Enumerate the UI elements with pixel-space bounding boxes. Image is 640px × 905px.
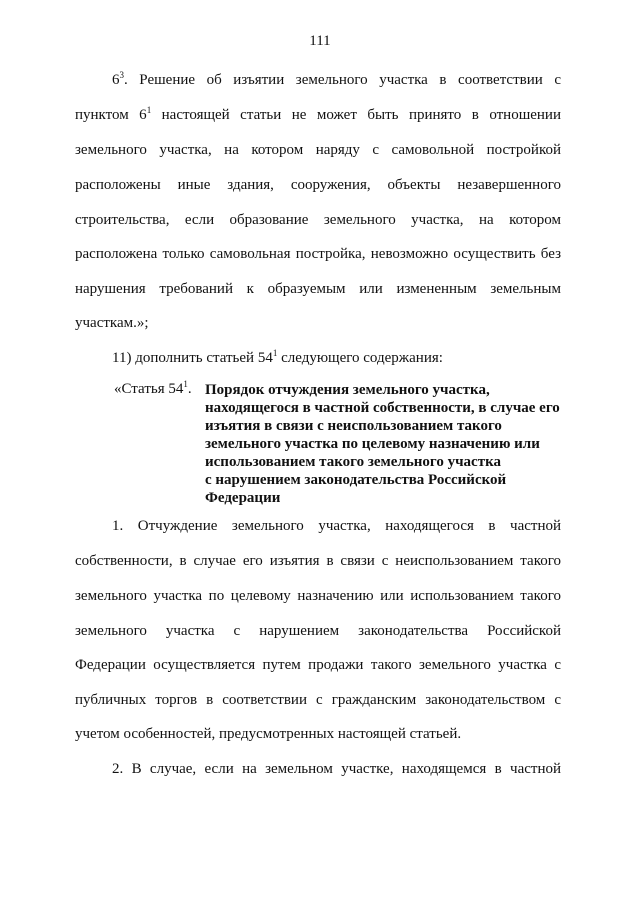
para-6-3-text-1: . Решение об изъятии земельного участка в соответствии с [124, 72, 561, 88]
para-1-line-7: учетом особенностей, предусмотренных настоящей статьей. [75, 726, 462, 742]
para-1-line-3: земельного участка по целевому назначению или использованием такого [75, 588, 561, 604]
article-label-sup: 1 [183, 379, 188, 389]
para-1-line-6: публичных торгов в соответствии с гражданским законодательством с [75, 692, 561, 708]
para-1-line-2: собственности, в случае его изъятия в связи с неиспользованием такого [75, 553, 561, 569]
para-6-3-text-2b: настоящей статьи не может быть принято в отношении [151, 107, 561, 123]
para-1-line-4: земельного участка с нарушением законодательства Российской [75, 623, 561, 639]
para-6-3-line-2 [75, 106, 561, 124]
article-title-line: с нарушением законодательства Российской [205, 472, 507, 488]
para-6-3-line-1 [112, 71, 561, 89]
para-1-line-5: Федерации осуществляется путем продажи такого земельного участка с [75, 657, 561, 673]
article-title [205, 381, 565, 507]
para-6-3-marker-sup: 3 [119, 70, 124, 80]
article-title-line: земельного участка по целевому назначению или [205, 436, 540, 452]
para-6-3-line-5: строительства, если образование земельного участка, на котором [75, 212, 561, 228]
article-title-line: Порядок отчуждения земельного участка, [205, 382, 490, 398]
article-label-text: «Статья 54 [114, 381, 184, 397]
item-11 [112, 349, 561, 367]
para-6-3-text-2a: пунктом 6 [75, 107, 147, 123]
para-6-3-line-4: расположены иные здания, сооружения, объекты незавершенного [75, 177, 561, 193]
article-title-line: Федерации [205, 490, 281, 506]
article-title-line: находящегося в частной собственности, в случае его [205, 400, 560, 416]
item-11-text-a: 11) дополнить статьей 54 [112, 350, 273, 366]
para-6-3-line-3: земельного участка, на котором наряду с самовольной постройкой [75, 142, 561, 158]
para-6-3-sup-2: 1 [146, 105, 152, 115]
para-6-3-marker: 6 [112, 72, 120, 88]
item-11-text-b: следующего содержания: [277, 350, 443, 366]
item-11-sup: 1 [272, 348, 278, 358]
article-label-dot: . [187, 381, 192, 397]
para-6-3-line-6: расположена только самовольная постройка, невозможно осуществить без [75, 246, 561, 262]
article-title-line: изъятия в связи с неиспользованием такого [205, 418, 502, 434]
page-number: 111 [309, 33, 331, 49]
para-2-line-1: 2. В случае, если на земельном участке, находящемся в частной [112, 761, 561, 777]
article-label [114, 381, 192, 398]
para-1-line-1: 1. Отчуждение земельного участка, находящегося в частной [112, 518, 561, 534]
article-title-line: использованием такого земельного участка [205, 454, 501, 470]
para-6-3-line-8: участкам.»; [75, 315, 149, 331]
para-6-3-line-7: нарушения требований к образуемым или измененным земельным [75, 281, 561, 297]
